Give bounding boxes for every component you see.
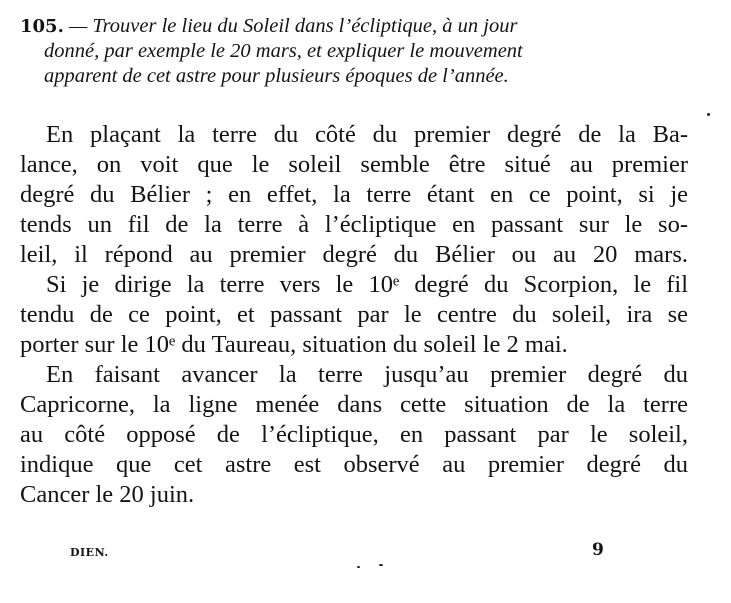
paragraph-line: indique que cet astre est observé au premier degré du [20,451,688,478]
paragraph-line: En faisant avancer la terre jusqu’au premier degré du [46,361,688,388]
print-speck [379,564,383,566]
question-number: 105. [20,16,64,37]
paragraph-line: tends un fil de la terre à l’écliptique en passant sur le so- [20,211,688,238]
paragraph-line: Cancer le 20 juin. [20,481,195,508]
body-text [20,120,688,510]
paragraph-line: porter sur le 10ᵉ du Taureau, situation du soleil le 2 mai. [20,331,568,358]
print-speck [707,113,710,116]
paragraph-line: au côté opposé de l’écliptique, en passant par le soleil, [20,421,688,448]
print-speck [357,566,360,568]
paragraph-line: leil, il répond au premier degré du Bélier ou au 20 mars. [20,241,688,268]
page-number: 9 [592,540,604,560]
printer-signature: DIEN. [70,546,109,559]
page-footer [0,540,731,570]
paragraph-line: Si je dirige la terre vers le 10ᵉ degré du Scorpion, le fil [46,271,688,298]
paragraph-line: degré du Bélier ; en effet, la terre étant en ce point, si je [20,181,688,208]
question-line [20,14,710,39]
question-line: donné, par exemple le 20 mars, et expliquer le mouvement [44,40,523,62]
paragraph-line: En plaçant la terre du côté du premier degré de la Ba- [46,121,688,148]
paragraph-line: lance, on voit que le soleil semble être situé au premier [20,151,688,178]
paragraph-line: tendu de ce point, et passant par le centre du soleil, ira se [20,301,688,328]
question-block [20,14,710,89]
question-text: — Trouver le lieu du Soleil dans l’écliptique, à un jour [68,15,518,37]
paragraph-line: Capricorne, la ligne menée dans cette situation de la terre [20,391,688,418]
question-line: apparent de cet astre pour plusieurs époques de l’année. [44,65,509,87]
